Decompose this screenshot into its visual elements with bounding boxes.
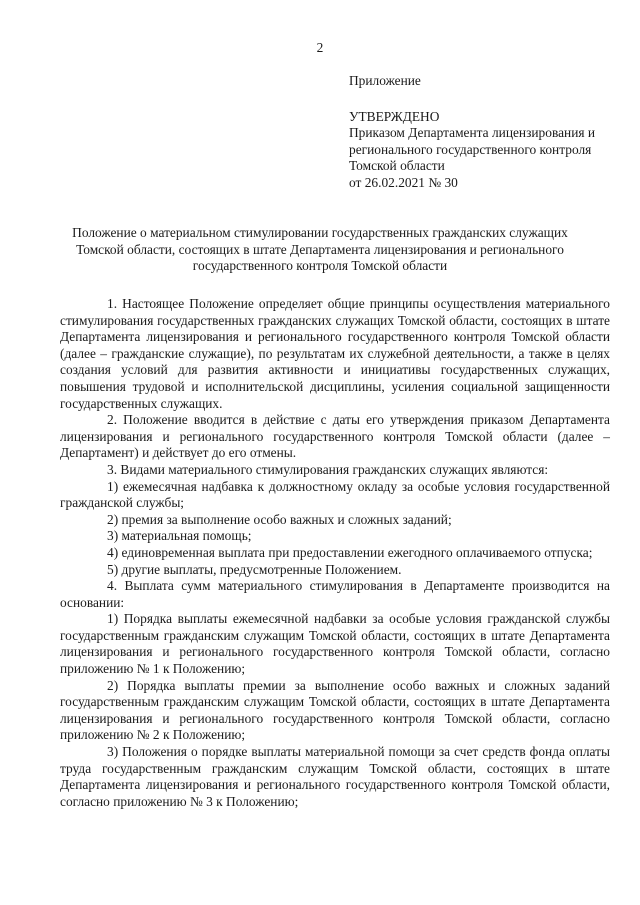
paragraph: 1. Настоящее Положение определяет общие принципы осуществления материального стимулирования государственных гражданских служащих Томской области, состоящих в штате Департамента лицензирования и регионального государственного контроля Томской области (далее – гражданские служащие), по результатам их служебной деятельности, а также в целях создания условий для развития активности и инициативы государственных служащих, повышения трудовой и исполнительской дисциплины, усиления социальной защищенности государственных служащих. bbox=[60, 296, 610, 411]
paragraph: 4. Выплата сумм материального стимулирования в Департаменте производится на основании: bbox=[60, 578, 610, 610]
order-date-number: от 26.02.2021 № 30 bbox=[349, 174, 458, 190]
list-item: 3) материальная помощь; bbox=[107, 528, 252, 544]
approval-block bbox=[349, 73, 619, 192]
document-title bbox=[64, 225, 576, 275]
approved-label: УТВЕРЖДЕНО bbox=[349, 108, 440, 124]
list-item: 4) единовременная выплата при предоставлении ежегодного оплачиваемого отпуска; bbox=[107, 544, 593, 560]
paragraph: 2. Положение вводится в действие с даты его утверждения приказом Департамента лицензирования и регионального государственного контроля Томской области (далее – Департамент) и действует до его отмены. bbox=[60, 412, 610, 461]
order-line: Томской области bbox=[349, 158, 445, 174]
appendix-label: Приложение bbox=[349, 73, 421, 88]
page-number: 2 bbox=[316, 40, 324, 55]
list-item: 5) другие выплаты, предусмотренные Положением. bbox=[107, 561, 402, 577]
list-item: 2) Порядка выплаты премии за выполнение особо важных и сложных заданий государственным гражданским служащим Томской области, состоящих в штате Департамента лицензирования и регионального государственного контроля Томской области, согласно приложению № 2 к Положению; bbox=[60, 677, 610, 743]
approval-stamp bbox=[349, 109, 619, 192]
order-line: регионального государственного контроля bbox=[349, 141, 592, 157]
document-title-text: Положение о материальном стимулировании государственных гражданских служащих Томской области, состоящих в штате Департамента лицензирования и регионального государственного контроля Томской области bbox=[72, 225, 568, 274]
list-item: 2) премия за выполнение особо важных и сложных заданий; bbox=[107, 511, 452, 527]
document-body bbox=[60, 296, 610, 810]
list-item: 1) Порядка выплаты ежемесячной надбавки за особые условия гражданской службы государственным гражданским служащим Томской области, состоящих в штате Департамента лицензирования и регионального государственного контроля Томской области, согласно приложению № 1 к Положению; bbox=[60, 611, 610, 677]
list-item: 1) ежемесячная надбавка к должностному окладу за особые условия государственной гражданской службы; bbox=[60, 478, 610, 511]
order-line: Приказом Департамента лицензирования и bbox=[349, 125, 596, 141]
paragraph: 3. Видами материального стимулирования гражданских служащих являются: bbox=[107, 461, 549, 477]
list-item: 3) Положения о порядке выплаты материальной помощи за счет средств фонда оплаты труда государственным гражданским служащим Томской области, состоящих в штате Департамента лицензирования и регионального государственного контроля Томской области, согласно приложению № 3 к Положению; bbox=[60, 744, 610, 809]
